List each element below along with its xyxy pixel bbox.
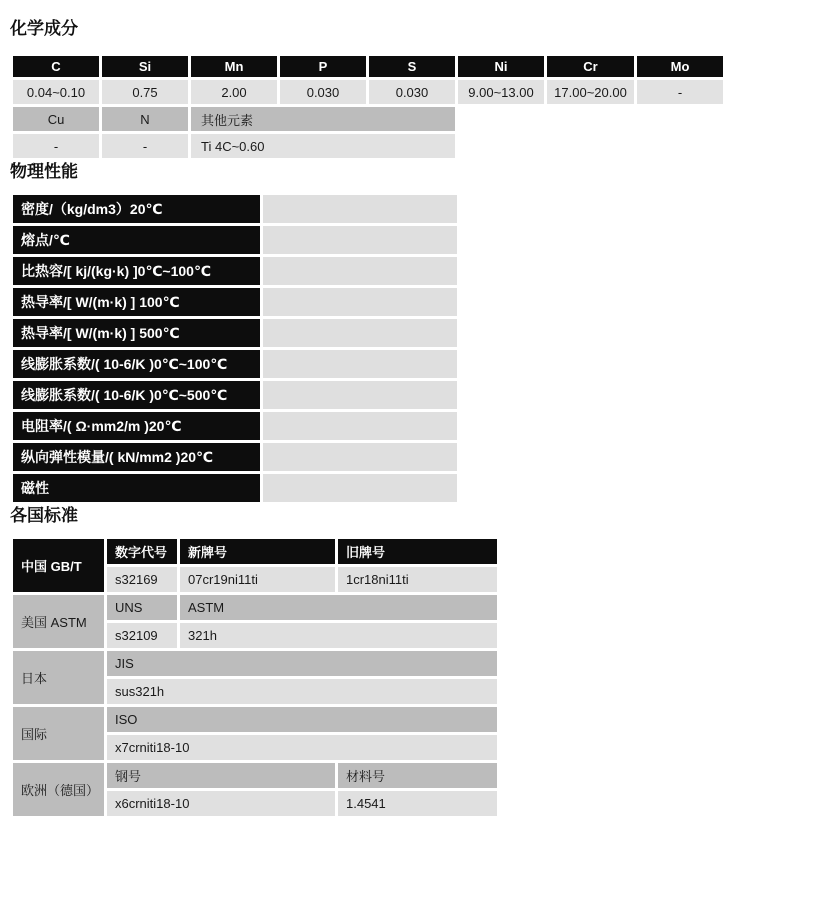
phys-value-cell — [262, 349, 459, 380]
std-region-cell-japan: 日本 — [12, 650, 106, 706]
chem-value-cell: 0.030 — [368, 79, 457, 106]
phys-label-cell: 线膨胀系数/( 10-6/K )0℃~500℃ — [12, 380, 262, 411]
std-header-cell: ISO — [106, 706, 499, 734]
chem-value-cell: 17.00~20.00 — [546, 79, 636, 106]
phys-value-cell — [262, 380, 459, 411]
phys-value-cell — [262, 287, 459, 318]
std-value-cell: x7crniti18-10 — [106, 734, 499, 762]
chem-blank-cell — [457, 106, 725, 133]
chem-header-cell: Ni — [457, 55, 546, 79]
std-header-cell: 材料号 — [337, 762, 499, 790]
chem-header-row — [12, 55, 725, 79]
national-standards-table — [10, 536, 500, 819]
physical-properties-table — [10, 192, 460, 505]
std-value-cell: s32169 — [106, 566, 179, 594]
std-row-china-header — [12, 538, 499, 566]
std-header-cell: 新牌号 — [179, 538, 337, 566]
std-region-cell-europe: 欧洲（德国） — [12, 762, 106, 818]
chem-extra-header-cell: N — [101, 106, 190, 133]
std-header-cell: 数字代号 — [106, 538, 179, 566]
phys-row — [12, 349, 459, 380]
section-title-physical-properties: 物理性能 — [10, 162, 78, 181]
section-title-national-standards: 各国标准 — [10, 506, 78, 525]
chem-extra-value-cell: - — [101, 133, 190, 160]
chem-extra-header-cell: 其他元素 — [190, 106, 457, 133]
phys-row — [12, 411, 459, 442]
std-row-usa-header — [12, 594, 499, 622]
std-header-cell: 旧牌号 — [337, 538, 499, 566]
std-value-cell: 321h — [179, 622, 499, 650]
phys-value-cell — [262, 225, 459, 256]
chem-header-cell: Mo — [636, 55, 725, 79]
chem-extra-value-cell: Ti 4C~0.60 — [190, 133, 457, 160]
phys-label-cell: 磁性 — [12, 473, 262, 504]
phys-value-cell — [262, 256, 459, 287]
chem-value-cell: 0.04~0.10 — [12, 79, 101, 106]
std-header-cell: UNS — [106, 594, 179, 622]
std-header-cell: ASTM — [179, 594, 499, 622]
chem-value-cell: 2.00 — [190, 79, 279, 106]
std-header-cell: 钢号 — [106, 762, 337, 790]
chem-value-cell: 0.030 — [279, 79, 368, 106]
phys-label-cell: 纵向弹性模量/( kN/mm2 )20℃ — [12, 442, 262, 473]
phys-value-cell — [262, 411, 459, 442]
chem-blank-cell — [457, 133, 725, 160]
std-value-cell: x6crniti18-10 — [106, 790, 337, 818]
phys-row — [12, 287, 459, 318]
chem-extra-header-cell: Cu — [12, 106, 101, 133]
std-header-cell: JIS — [106, 650, 499, 678]
std-row-europe-header — [12, 762, 499, 790]
chem-header-cell: Mn — [190, 55, 279, 79]
chem-value-cell: - — [636, 79, 725, 106]
phys-label-cell: 电阻率/( Ω·mm2/m )20℃ — [12, 411, 262, 442]
std-region-cell-china: 中国 GB/T — [12, 538, 106, 594]
phys-row — [12, 318, 459, 349]
std-value-cell: 1cr18ni11ti — [337, 566, 499, 594]
phys-row — [12, 225, 459, 256]
phys-row — [12, 194, 459, 225]
phys-label-cell: 线膨胀系数/( 10-6/K )0℃~100℃ — [12, 349, 262, 380]
phys-value-cell — [262, 442, 459, 473]
chem-extra-value-cell: - — [12, 133, 101, 160]
chem-header-cell: S — [368, 55, 457, 79]
phys-row — [12, 256, 459, 287]
chem-extra-header-row — [12, 106, 725, 133]
chem-header-cell: C — [12, 55, 101, 79]
phys-value-cell — [262, 318, 459, 349]
phys-row — [12, 473, 459, 504]
phys-label-cell: 热导率/[ W/(m·k) ] 500℃ — [12, 318, 262, 349]
std-value-cell: 1.4541 — [337, 790, 499, 818]
chem-header-cell: Si — [101, 55, 190, 79]
chemical-composition-table — [10, 53, 726, 161]
section-title-chemical-composition: 化学成分 — [10, 19, 78, 38]
std-value-cell: s32109 — [106, 622, 179, 650]
chem-values-row — [12, 79, 725, 106]
chem-value-cell: 9.00~13.00 — [457, 79, 546, 106]
std-region-cell-international: 国际 — [12, 706, 106, 762]
phys-value-cell — [262, 473, 459, 504]
phys-label-cell: 比热容/[ kj/(kg·k) ]0℃~100℃ — [12, 256, 262, 287]
chem-header-cell: Cr — [546, 55, 636, 79]
chem-extra-values-row — [12, 133, 725, 160]
phys-row — [12, 380, 459, 411]
phys-row — [12, 442, 459, 473]
std-row-japan-header — [12, 650, 499, 678]
phys-value-cell — [262, 194, 459, 225]
phys-label-cell: 熔点/℃ — [12, 225, 262, 256]
std-value-cell: 07cr19ni11ti — [179, 566, 337, 594]
std-value-cell: sus321h — [106, 678, 499, 706]
chem-header-cell: P — [279, 55, 368, 79]
std-region-cell-usa: 美国 ASTM — [12, 594, 106, 650]
phys-label-cell: 密度/（kg/dm3）20℃ — [12, 194, 262, 225]
chem-value-cell: 0.75 — [101, 79, 190, 106]
phys-label-cell: 热导率/[ W/(m·k) ] 100℃ — [12, 287, 262, 318]
std-row-international-header — [12, 706, 499, 734]
